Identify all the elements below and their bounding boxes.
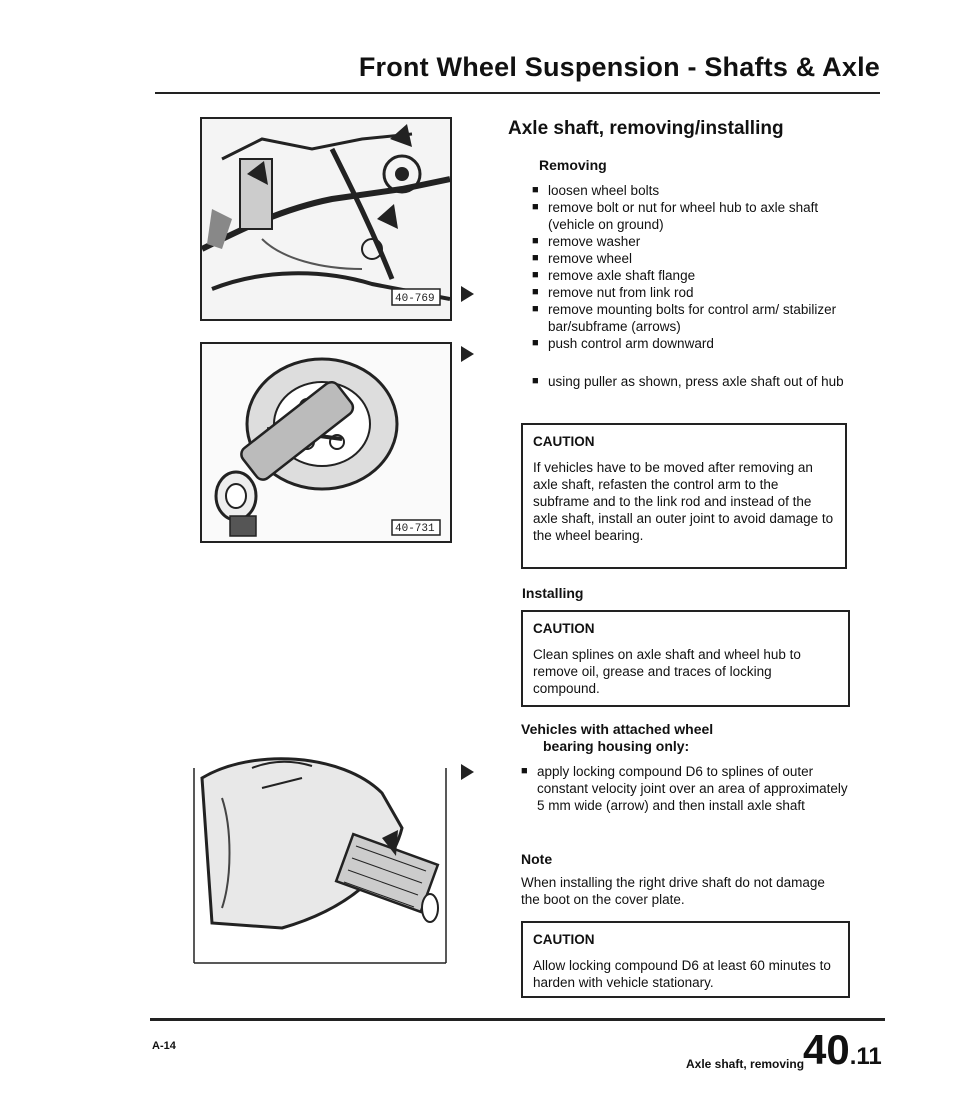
list-item: ■ remove washer — [532, 233, 852, 250]
figure-cv-joint-drawing — [192, 738, 448, 966]
caution-title: CAUTION — [533, 932, 595, 947]
figure-suspension-arms — [200, 117, 452, 321]
page-number-main: 40 — [803, 1026, 850, 1073]
removing-heading: Removing — [539, 157, 607, 173]
section-title: Axle shaft, removing/installing — [508, 118, 784, 139]
installing-steps-list — [521, 763, 851, 814]
caution-box-splines — [521, 610, 850, 707]
caution-text: Allow locking compound D6 at least 60 minutes to harden with vehicle stationary. — [533, 958, 831, 990]
list-item: ■ using puller as shown, press axle shaft out of hub — [532, 373, 852, 390]
figure-puller-hub-drawing — [202, 344, 450, 541]
figure-suspension-arms-drawing — [202, 119, 450, 319]
figure-pointer-marker — [461, 764, 474, 780]
note-heading: Note — [521, 851, 553, 867]
vehicles-heading-line1: Vehicles with attached wheel — [521, 721, 714, 737]
caution-title: CAUTION — [533, 621, 595, 636]
page-number — [803, 1026, 882, 1074]
figure-cv-joint — [192, 738, 448, 966]
installing-heading: Installing — [522, 585, 584, 601]
list-item: ■ remove axle shaft flange — [532, 267, 852, 284]
caution-box-moving — [521, 423, 847, 569]
footer-divider — [150, 1018, 885, 1021]
page-code: A-14 — [152, 1040, 176, 1052]
puller-step-list — [532, 373, 852, 390]
caution-text: Clean splines on axle shaft and wheel hub to remove oil, grease and traces of locking compound. — [533, 647, 801, 696]
list-item: ■ remove nut from link rod — [532, 284, 852, 301]
figure-pointer-marker — [461, 346, 474, 362]
list-item: ■ push control arm downward — [532, 335, 852, 352]
figure-label-40-769: 40-769 — [395, 293, 435, 305]
note-text: When installing the right drive shaft do not damage the boot on the cover plate. — [521, 875, 825, 907]
vehicles-heading-line2: bearing housing only: — [543, 738, 690, 754]
list-item: ■ remove bolt or nut for wheel hub to axle shaft (vehicle on ground) — [532, 199, 852, 233]
figure-label-40-731: 40-731 — [395, 523, 435, 535]
header-divider — [155, 92, 880, 94]
list-item: ■ remove wheel — [532, 250, 852, 267]
footer-caption: Axle shaft, removing — [686, 1057, 805, 1071]
caution-box-compound — [521, 921, 850, 998]
removing-steps-list — [532, 182, 852, 352]
list-item: ■ apply locking compound D6 to splines of outer constant velocity joint over an area of approximately 5 mm wide (arrow) and then install axle shaft — [521, 763, 851, 814]
list-item: ■ remove mounting bolts for control arm/ stabilizer bar/subframe (arrows) — [532, 301, 852, 335]
page-number-sub: .11 — [849, 1043, 882, 1070]
page-header-title: Front Wheel Suspension - Shafts & Axle — [358, 52, 880, 82]
figure-pointer-marker — [461, 286, 474, 302]
list-item: ■ loosen wheel bolts — [532, 182, 852, 199]
caution-title: CAUTION — [533, 434, 595, 449]
caution-text: If vehicles have to be moved after removing an axle shaft, refasten the control arm to the subframe and to the link rod and instead of the axle shaft, install an outer joint to avoid damage to the wheel bearing. — [533, 460, 834, 543]
figure-puller-hub — [200, 342, 452, 543]
